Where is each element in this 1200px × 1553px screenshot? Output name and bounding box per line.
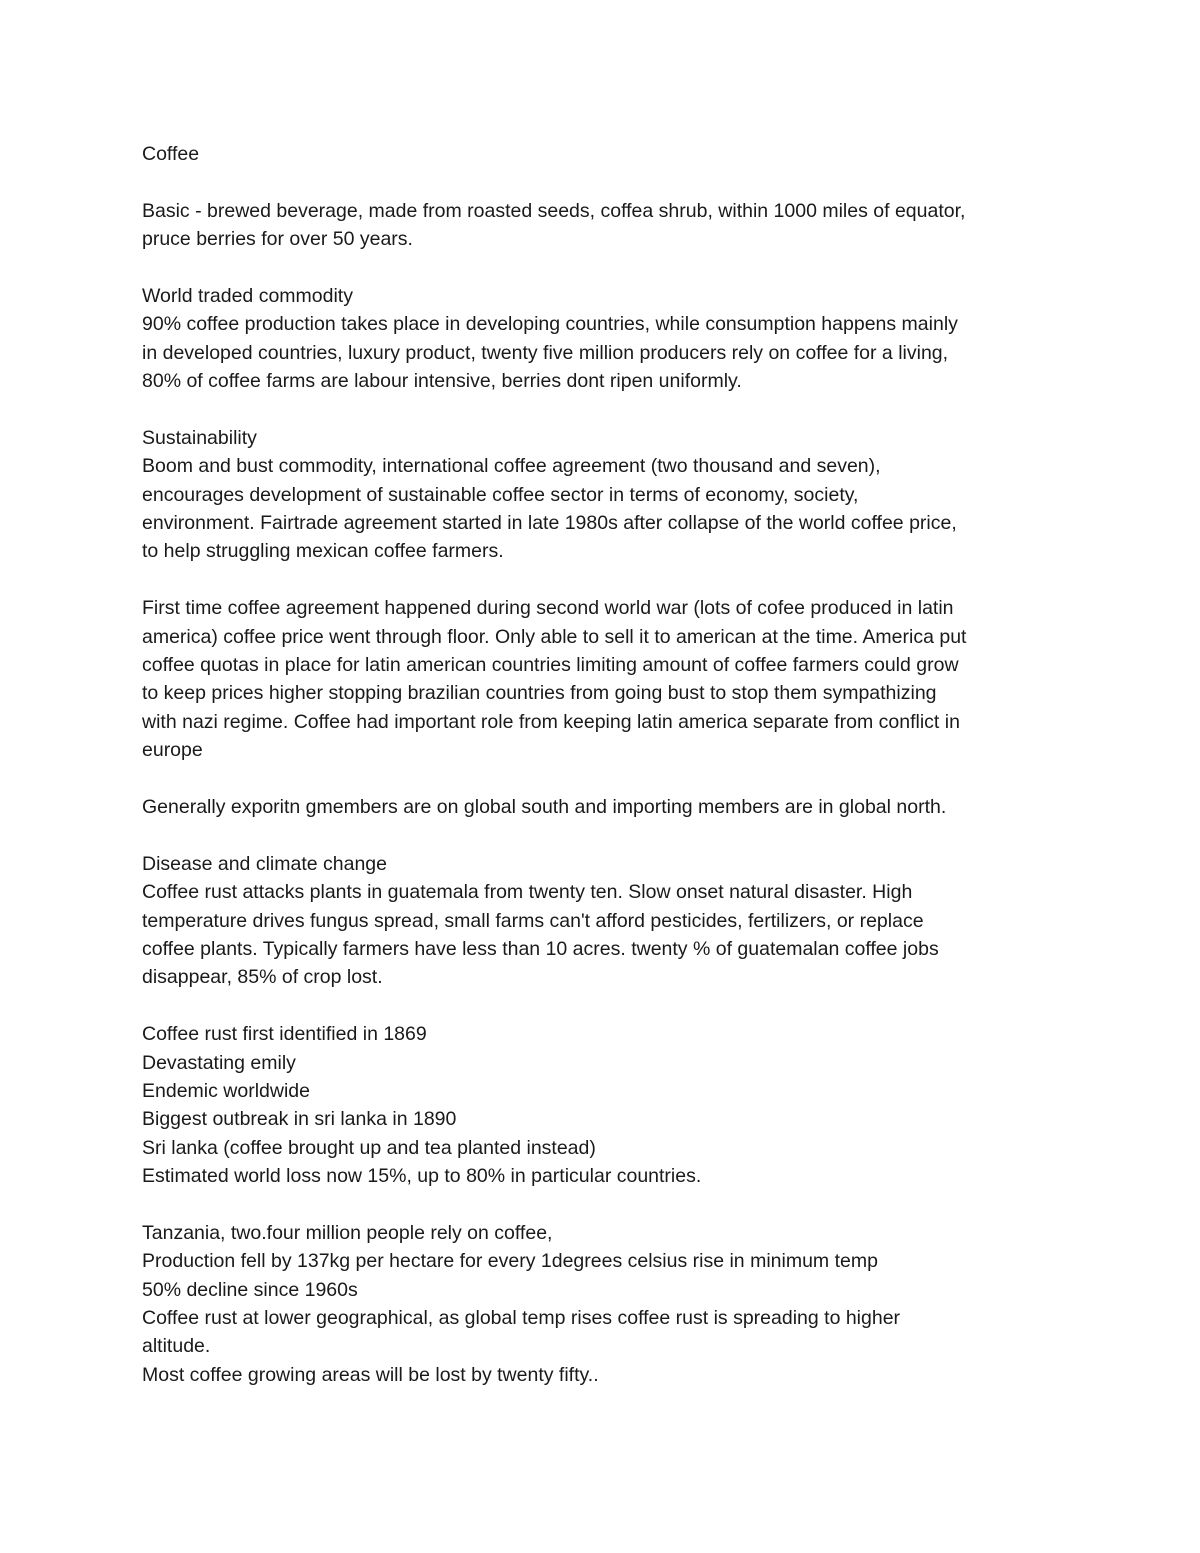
text-line: to help struggling mexican coffee farmers. (142, 540, 504, 563)
section-heading: Sustainability (142, 426, 257, 449)
text-line: Most coffee growing areas will be lost by twenty fifty.. (142, 1363, 599, 1386)
text-line: Production fell by 137kg per hectare for every 1degrees celsius rise in minimum temp (142, 1250, 878, 1273)
text-line: environment. Fairtrade agreement started in late 1980s after collapse of the world coffee price, (142, 512, 957, 535)
paragraph-gap (142, 254, 1082, 282)
paragraph-world-traded (142, 282, 1082, 396)
text-line: europe (142, 739, 203, 762)
text-line: with nazi regime. Coffee had important role from keeping latin america separate from conflict in (142, 710, 960, 733)
paragraph-members (142, 793, 1082, 821)
document-title: Coffee (142, 143, 200, 165)
text-line: coffee plants. Typically farmers have less than 10 acres. twenty % of guatemalan coffee jobs (142, 937, 939, 960)
paragraph-gap (142, 168, 1082, 196)
paragraph-disease (142, 850, 1082, 992)
paragraph-tanzania (142, 1219, 1082, 1389)
section-heading: World traded commodity (142, 284, 353, 307)
text-line: coffee quotas in place for latin american countries limiting amount of coffee farmers could grow (142, 654, 959, 677)
document-page (142, 140, 1082, 1389)
text-line: Endemic worldwide (142, 1079, 310, 1102)
paragraph-first-agreement (142, 594, 1082, 764)
paragraph-gap (142, 992, 1082, 1020)
text-line: america) coffee price went through floor. Only able to sell it to american at the time. America put (142, 625, 967, 648)
text-line: 90% coffee production takes place in developing countries, while consumption happens mainly (142, 313, 958, 336)
text-line: Sri lanka (coffee brought up and tea planted instead) (142, 1136, 596, 1159)
text-line: altitude. (142, 1335, 211, 1358)
text-line: 50% decline since 1960s (142, 1278, 358, 1301)
text-line: encourages development of sustainable coffee sector in terms of economy, society, (142, 483, 859, 506)
text-line: in developed countries, luxury product, twenty five million producers rely on coffee for a living, (142, 341, 949, 364)
text-line: Boom and bust commodity, international coffee agreement (two thousand and seven), (142, 455, 881, 478)
paragraph-rust (142, 1020, 1082, 1190)
text-line: temperature drives fungus spread, small farms can't afford pesticides, fertilizers, or replace (142, 909, 924, 932)
text-line: Coffee rust at lower geographical, as global temp rises coffee rust is spreading to higher (142, 1307, 901, 1330)
text-line: Tanzania, two.four million people rely on coffee, (142, 1221, 553, 1244)
section-heading: Disease and climate change (142, 852, 387, 875)
paragraph-gap (142, 566, 1082, 594)
paragraph-sustainability (142, 424, 1082, 566)
text-line: Devastating emily (142, 1051, 296, 1074)
text-line: 80% of coffee farms are labour intensive, berries dont ripen uniformly. (142, 370, 742, 393)
text-line: Generally exporitn gmembers are on global south and importing members are in global north. (142, 795, 947, 818)
text-line: to keep prices higher stopping brazilian countries from going bust to stop them sympathizing (142, 682, 937, 705)
paragraph-basic (142, 197, 1082, 254)
paragraph-gap (142, 765, 1082, 793)
text-line: Estimated world loss now 15%, up to 80% in particular countries. (142, 1165, 702, 1188)
text-line: Biggest outbreak in sri lanka in 1890 (142, 1108, 457, 1131)
text-line: First time coffee agreement happened during second world war (lots of cofee produced in latin (142, 597, 954, 620)
text-line: pruce berries for over 50 years. (142, 228, 413, 251)
paragraph-gap (142, 1190, 1082, 1218)
text-line: Coffee rust attacks plants in guatemala from twenty ten. Slow onset natural disaster. High (142, 881, 913, 904)
paragraph-gap (142, 396, 1082, 424)
text-line: Basic - brewed beverage, made from roasted seeds, coffea shrub, within 1000 miles of equator, (142, 199, 966, 222)
paragraph-gap (142, 821, 1082, 849)
text-line: Coffee rust first identified in 1869 (142, 1023, 427, 1046)
text-line: disappear, 85% of crop lost. (142, 966, 383, 989)
